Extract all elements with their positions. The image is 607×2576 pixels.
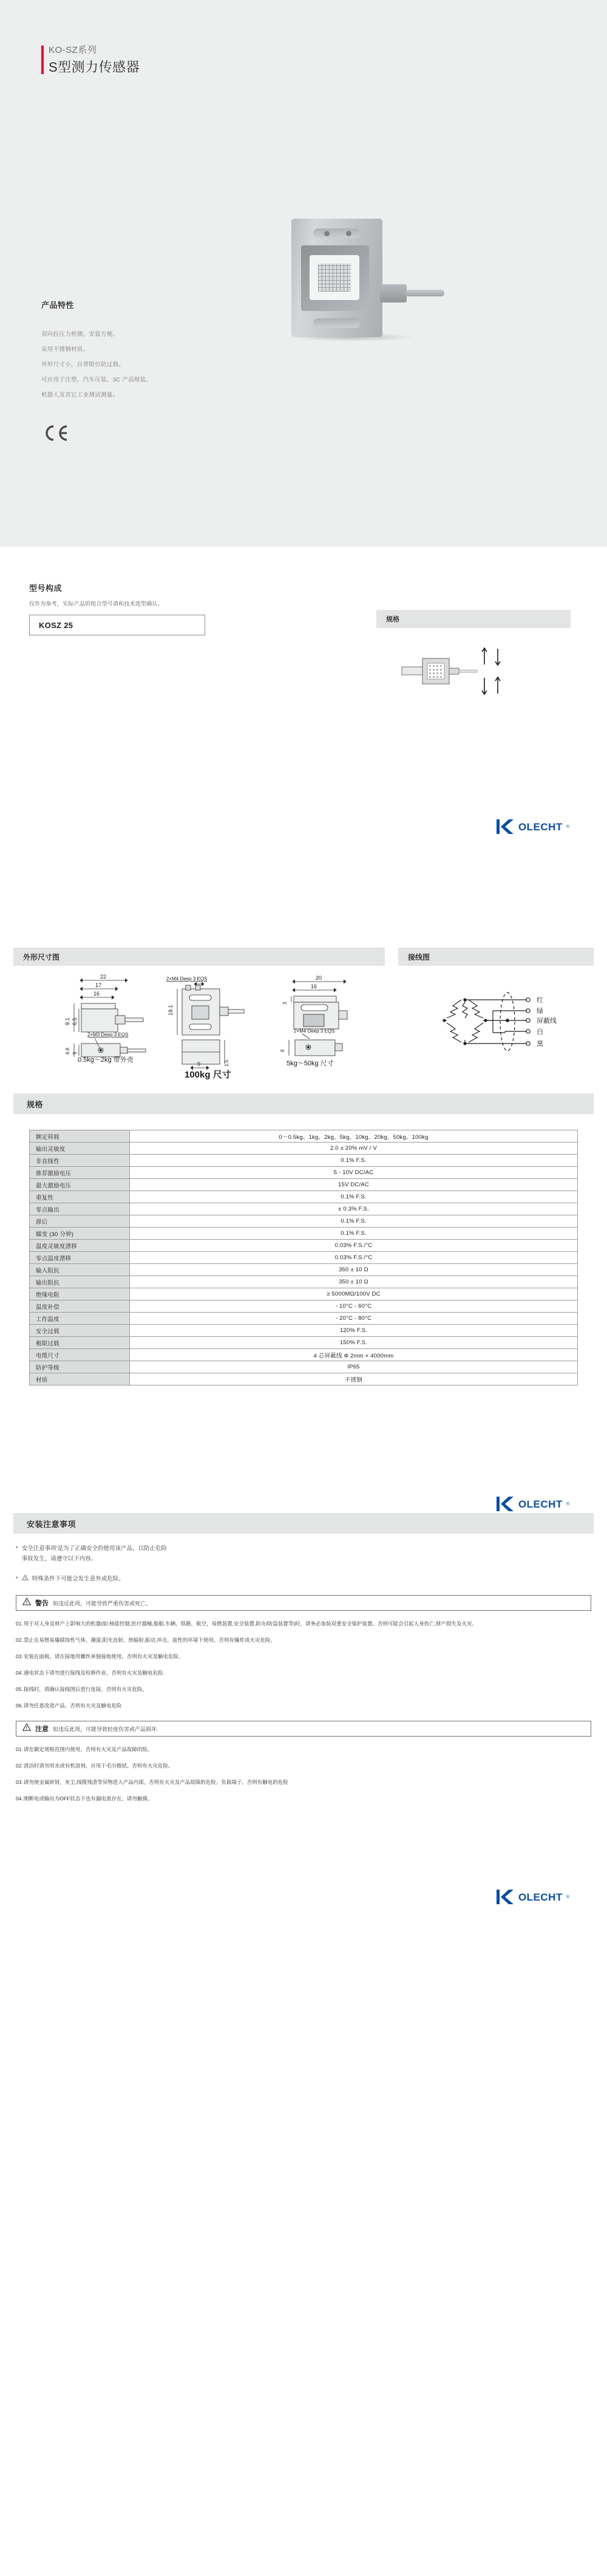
spec-key: 输出灵敏度	[30, 1143, 130, 1155]
item-number: 05.	[16, 1686, 23, 1692]
table-row	[30, 1276, 578, 1288]
table-row	[30, 1300, 578, 1313]
load-direction-figure	[393, 640, 551, 707]
feature-item: 双向拉压力检测，安装方便。	[41, 331, 119, 338]
spec-key: 输入阻抗	[30, 1264, 130, 1276]
svg-text:白: 白	[537, 1028, 543, 1036]
svg-text:6: 6	[280, 1049, 285, 1052]
accent-bar	[41, 46, 44, 74]
spec-key: 工作温度	[30, 1313, 130, 1325]
spec-key: 电缆尺寸	[30, 1349, 130, 1361]
svg-text:9: 9	[197, 1061, 201, 1067]
hero-title-block	[41, 44, 140, 77]
table-row	[30, 1240, 578, 1252]
safety-intro-2-text: 特殊条件下可能会发生意外或危险。	[32, 1576, 124, 1582]
spec-section-bar	[13, 1093, 594, 1114]
safety-section-wrap	[0, 1513, 607, 1534]
spec-value: 0.03% F.S./°C	[130, 1252, 578, 1264]
item-text: 通电状态下请勿进行接线及检修作业。否则有火灾及触电危险.	[23, 1670, 164, 1676]
warning-triangle-icon	[22, 1597, 31, 1608]
svg-text:2×M4 Deep 3 EQS: 2×M4 Deep 3 EQS	[166, 976, 208, 982]
spec-key: 重复性	[30, 1191, 130, 1203]
spec-key: 温度补偿	[30, 1300, 130, 1313]
safety-section-bar	[13, 1513, 594, 1534]
table-row	[30, 1288, 578, 1300]
safety-intro-1	[16, 1543, 591, 1564]
svg-text:3: 3	[282, 1002, 288, 1005]
specifications-table	[29, 1130, 578, 1385]
list-item	[16, 1745, 591, 1754]
list-item	[16, 1761, 591, 1770]
spec-value: 350 ± 10 Ω	[130, 1276, 578, 1288]
list-item	[16, 1701, 591, 1710]
spec-key: 安全过载	[30, 1325, 130, 1337]
spec-value: 0.03% F.S./°C	[130, 1240, 578, 1252]
item-text: 请勿使金属碎屑，灰尘,线缆残渣等异物进入产品内部。否则有火灾及产品故障的危险。负载端子。否则有触电的危险	[23, 1779, 288, 1785]
olecht-logo	[497, 1495, 569, 1513]
table-row	[30, 1337, 578, 1349]
caution-label: 注意	[35, 1726, 49, 1733]
dimension-caption-left: 0.5kg～2kg 带外壳	[78, 1056, 134, 1064]
dimension-caption-mid: 100kg 尺寸	[185, 1070, 231, 1080]
table-row	[30, 1215, 578, 1228]
safety-intro-line2: 事故发生，请遵守以下内容。	[21, 1556, 97, 1562]
spec-key: 极限过载	[30, 1337, 130, 1349]
warning-label: 警告	[35, 1600, 49, 1607]
table-row	[30, 1313, 578, 1325]
spec-key: 零点输出	[30, 1203, 130, 1215]
spec-value: 350 ± 10 Ω	[130, 1264, 578, 1276]
brand-logo-row	[0, 1888, 607, 1906]
svg-text:20: 20	[316, 975, 322, 981]
list-item	[16, 1685, 591, 1693]
wiring-section-title: 接线图	[398, 948, 594, 966]
item-text: 请在额定规格范围内使用。否则有火灾及产品故障的险。	[23, 1746, 153, 1752]
spec-value: ≥ 5000MΩ/100V DC	[130, 1288, 578, 1300]
table-row	[30, 1325, 578, 1337]
drawing-area	[0, 966, 607, 1093]
item-text: 安装在面板，请在接地用螺丝单独接地使用。否则有火灾及触电危险。	[23, 1653, 184, 1659]
list-item	[16, 1619, 591, 1628]
svg-text:22: 22	[100, 974, 107, 980]
svg-text:2×M4 Deep 3 EQS: 2×M4 Deep 3 EQS	[294, 1028, 335, 1034]
svg-text:绿: 绿	[537, 1008, 543, 1015]
logo-mark-icon	[497, 818, 515, 836]
logo-wordmark: OLECHT	[518, 821, 563, 833]
asterisk-icon: *	[16, 1545, 18, 1552]
spec-value: 0.1% F.S.	[130, 1155, 578, 1167]
item-number: 04.	[16, 1795, 23, 1802]
spec-key: 最大激励电压	[30, 1179, 130, 1191]
spec-section-title: 规格	[27, 1099, 44, 1109]
item-number: 02.	[16, 1637, 23, 1643]
spec-key: 蠕变 (30 分钟)	[30, 1228, 130, 1240]
spec-value: 4 芯屏蔽线 Φ 2mm × 4000mm	[130, 1349, 578, 1361]
spec-page	[0, 1093, 607, 1513]
table-row	[30, 1373, 578, 1385]
table-row	[30, 1143, 578, 1155]
item-number: 04.	[16, 1670, 23, 1676]
svg-text:6.5: 6.5	[72, 1017, 78, 1025]
feature-item: 机器人及其它工业测试测量。	[41, 392, 119, 398]
spec-key: 零点温度漂移	[30, 1252, 130, 1264]
hero-banner	[0, 0, 607, 547]
item-text: 刚断电或输出为OFF状态下也有漏电流存在，请勿触摸。	[23, 1795, 153, 1802]
dimension-drawing	[13, 966, 385, 1093]
safety-section-title: 安装注意事项	[27, 1519, 76, 1529]
table-row	[30, 1155, 578, 1167]
model-page	[0, 547, 607, 948]
ce-mark-icon	[41, 425, 69, 441]
spec-key: 非直线性	[30, 1155, 130, 1167]
page-title: S型测力传感器	[49, 60, 140, 75]
registered-icon: ®	[566, 1502, 569, 1506]
spec-value: 0～0.5kg、1kg、2kg、5kg、10kg、20kg、50kg、100kg	[130, 1130, 578, 1143]
model-code-box: KOSZ 25	[29, 615, 205, 635]
spec-key: 防护等级	[30, 1361, 130, 1373]
wiring-diagram	[398, 966, 594, 1093]
spec-value: 0.1% F.S.	[130, 1215, 578, 1228]
svg-text:16: 16	[93, 991, 100, 997]
spec-value: 120% F.S.	[130, 1325, 578, 1337]
spec-key: 滞后	[30, 1215, 130, 1228]
safety-page	[0, 1513, 607, 1942]
registered-icon: ®	[566, 824, 569, 829]
features-list	[41, 327, 223, 403]
table-row	[30, 1130, 578, 1143]
spec-key: 温度灵敏度漂移	[30, 1240, 130, 1252]
list-item	[16, 1669, 591, 1677]
table-row	[30, 1252, 578, 1264]
spec-value: 0.1% F.S.	[130, 1191, 578, 1203]
svg-text:黑: 黑	[537, 1040, 543, 1048]
dimension-caption-right: 5kg～50kg 尺寸	[287, 1060, 334, 1067]
table-row	[30, 1361, 578, 1373]
list-item	[16, 1636, 591, 1644]
warning-items-list	[16, 1619, 591, 1710]
safety-intro-line1: 安全注意事项'是为了正确安全的使用该产品，以防止危险	[21, 1545, 168, 1552]
spec-table-wrap	[0, 1114, 607, 1385]
registered-icon: ®	[566, 1894, 569, 1899]
spec-key: 输出阻抗	[30, 1276, 130, 1288]
warning-callout	[16, 1595, 591, 1611]
feature-item: 外形尺寸小，自带限位防过载。	[41, 361, 125, 368]
model-note: 仅作为参考，实际产品的组合型号请和技术选型确认。	[29, 601, 163, 607]
spec-key: 推荐激励电压	[30, 1167, 130, 1179]
table-row	[30, 1167, 578, 1179]
svg-text:红: 红	[537, 997, 543, 1004]
item-text: 禁止在易燃易爆腐蚀性气体，潮湿,阳光直射，热辐射,振动,冲击，盐性的环境下使用。否则有爆炸或火灾危险。	[23, 1637, 276, 1643]
list-item	[16, 1794, 591, 1803]
logo-mark-icon	[497, 1888, 515, 1906]
spec-value: IP65	[130, 1361, 578, 1373]
svg-text:9.1: 9.1	[64, 1017, 70, 1025]
caution-text: 如违反此项，可能导致轻度伤害或产品损坏.	[53, 1726, 158, 1732]
caution-callout	[16, 1721, 591, 1737]
table-row	[30, 1191, 578, 1203]
table-row	[30, 1264, 578, 1276]
item-number: 03.	[16, 1779, 23, 1785]
list-item	[16, 1652, 591, 1661]
table-row	[30, 1203, 578, 1215]
spec-key: 额定荷载	[30, 1130, 130, 1143]
svg-text:17: 17	[95, 982, 102, 988]
spec-mini-bar: 规格	[376, 610, 571, 628]
table-row	[30, 1349, 578, 1361]
safety-intro-2	[16, 1574, 591, 1584]
svg-text:19.1: 19.1	[168, 1005, 174, 1016]
svg-text:16: 16	[311, 983, 317, 989]
table-row	[30, 1179, 578, 1191]
list-item	[16, 1778, 591, 1786]
item-number: 06.	[16, 1703, 23, 1709]
svg-text:屏蔽线: 屏蔽线	[537, 1017, 557, 1025]
item-number: 01.	[16, 1746, 23, 1752]
spec-value: 2.0 ± 20% mV / V	[130, 1143, 578, 1155]
model-heading: 型号构成	[29, 584, 63, 593]
svg-text:5: 5	[72, 1051, 78, 1054]
item-text: 请勿任意改造产品。否则有火灾及触电危险	[23, 1703, 122, 1709]
olecht-logo	[497, 818, 569, 836]
product-photo	[261, 213, 449, 346]
item-text: 接线时，请确认接线图后进行连接。否则有火灾危险。	[23, 1686, 148, 1692]
spec-key: 绝缘电阻	[30, 1288, 130, 1300]
item-text: 清洁时请勿用水或有机溶剂，应用干毛巾擦拭。否则有火灾危险。	[23, 1763, 174, 1769]
svg-text:6.8: 6.8	[65, 1047, 70, 1054]
item-number: 01.	[16, 1621, 23, 1627]
spec-key: 材质	[30, 1373, 130, 1385]
drawings-page	[0, 948, 607, 1093]
table-row	[30, 1228, 578, 1240]
item-number: 02.	[16, 1763, 23, 1769]
caution-triangle-icon	[22, 1723, 31, 1734]
features-heading: 产品特性	[41, 301, 75, 310]
warning-triangle-icon	[22, 1574, 29, 1584]
item-number: 03.	[16, 1653, 23, 1659]
feature-item: 采用不锈钢材质。	[41, 346, 89, 353]
olecht-logo	[497, 1888, 569, 1906]
safety-body	[0, 1543, 607, 1803]
asterisk-icon: *	[16, 1576, 18, 1582]
product-series: KO-SZ系列	[49, 45, 97, 55]
spec-value: 150% F.S.	[130, 1337, 578, 1349]
spec-value: 不锈钢	[130, 1373, 578, 1385]
spec-value: 15V DC/AC	[130, 1179, 578, 1191]
logo-mark-icon	[497, 1495, 515, 1513]
svg-text:1.5: 1.5	[224, 1059, 229, 1067]
spec-value: 5 - 10V DC/AC	[130, 1167, 578, 1179]
logo-wordmark: OLECHT	[518, 1891, 563, 1903]
logo-wordmark: OLECHT	[518, 1498, 563, 1510]
spec-value: 0.1% F.S.	[130, 1228, 578, 1240]
spec-value: ± 0.3% F.S.	[130, 1203, 578, 1215]
item-text: 用于对人身及财产上影响大的机器(如:核能控制,医疗器械,船舶,车辆，铁路，航空，易燃装置,安全装置,防灾/防盗装置等)时，请务必加装双重安全保护装置。否则可能会引起人身伤亡,财产损失及火灾。	[23, 1621, 477, 1627]
spec-value: - 10°C - 60°C	[130, 1300, 578, 1313]
svg-text:2×M3 Deep 3 EQS: 2×M3 Deep 3 EQS	[87, 1032, 129, 1037]
brand-logo-row	[0, 1495, 607, 1513]
spec-value: - 20°C - 80°C	[130, 1313, 578, 1325]
brand-logo-row	[0, 818, 607, 836]
warning-text: 如违反此项，可能导致严重伤害或死亡。	[53, 1600, 152, 1607]
dimension-section-title: 外形尺寸图	[13, 948, 385, 966]
caution-items-list	[16, 1745, 591, 1803]
feature-item: 可应用于注塑、汽车压装、3C 产品组装、	[41, 377, 152, 383]
drawing-section-bars	[0, 948, 607, 966]
